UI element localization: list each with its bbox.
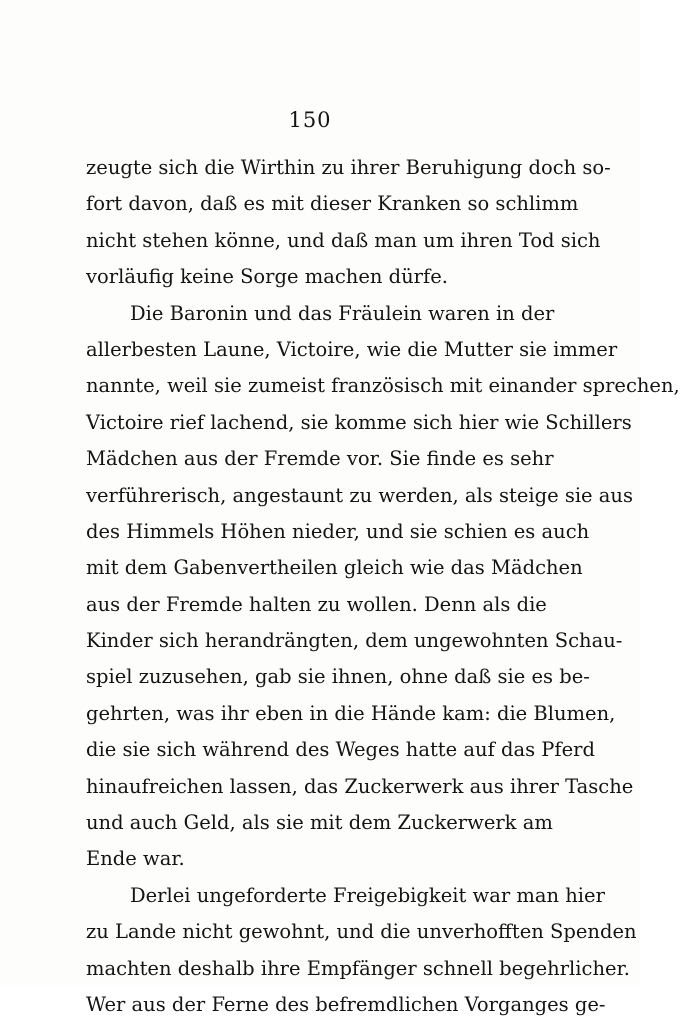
body-text [86,150,680,1023]
text-line: Ende war. [86,847,185,871]
text-line: nicht stehen könne, und daß man um ihren Tod sich [86,228,601,252]
text-line: allerbesten Laune, Victoire, wie die Mutter sie immer [86,337,618,361]
text-line: Mädchen aus der Fremde vor. Sie finde es sehr [86,447,554,471]
text-line: nannte, weil sie zumeist französisch mit einander sprechen, [86,374,680,398]
text-line: zu Lande nicht gewohnt, und die unverhofften Spenden [86,920,637,944]
text-line: spiel zuzusehen, gab sie ihnen, ohne daß sie es be- [86,665,590,689]
text-line: Die Baronin und das Fräulein waren in der [130,301,555,325]
text-line: gehrten, was ihr eben in die Hände kam: die Blumen, [86,701,616,725]
text-line: die sie sich während des Weges hatte auf das Pferd [86,738,595,762]
text-line: aus der Fremde halten zu wollen. Denn als die [86,592,547,616]
text-line: und auch Geld, als sie mit dem Zuckerwerk am [86,811,553,835]
text-line: vorläufig keine Sorge machen dürfe. [86,265,448,289]
page-number: 150 [288,108,332,132]
text-line: mit dem Gabenvertheilen gleich wie das Mädchen [86,556,583,580]
text-line: Derlei ungeforderte Freigebigkeit war man hier [130,883,605,907]
text-line: Kinder sich herandrängten, dem ungewohnten Schau- [86,629,623,653]
text-line: fort davon, daß es mit dieser Kranken so schlimm [86,192,579,216]
text-line: zeugte sich die Wirthin zu ihrer Beruhigung doch so- [86,156,611,179]
text-line: des Himmels Höhen nieder, und sie schien es auch [86,519,590,543]
text-line: Wer aus der Ferne des befremdlichen Vorganges ge- [86,992,606,1016]
text-line: Victoire rief lachend, sie komme sich hier wie Schillers [86,410,632,434]
text-line: machten deshalb ihre Empfänger schnell begehrlicher. [86,956,630,980]
text-line: verführerisch, angestaunt zu werden, als steige sie aus [86,483,633,507]
text-line: hinaufreichen lassen, das Zuckerwerk aus ihrer Tasche [86,774,634,798]
